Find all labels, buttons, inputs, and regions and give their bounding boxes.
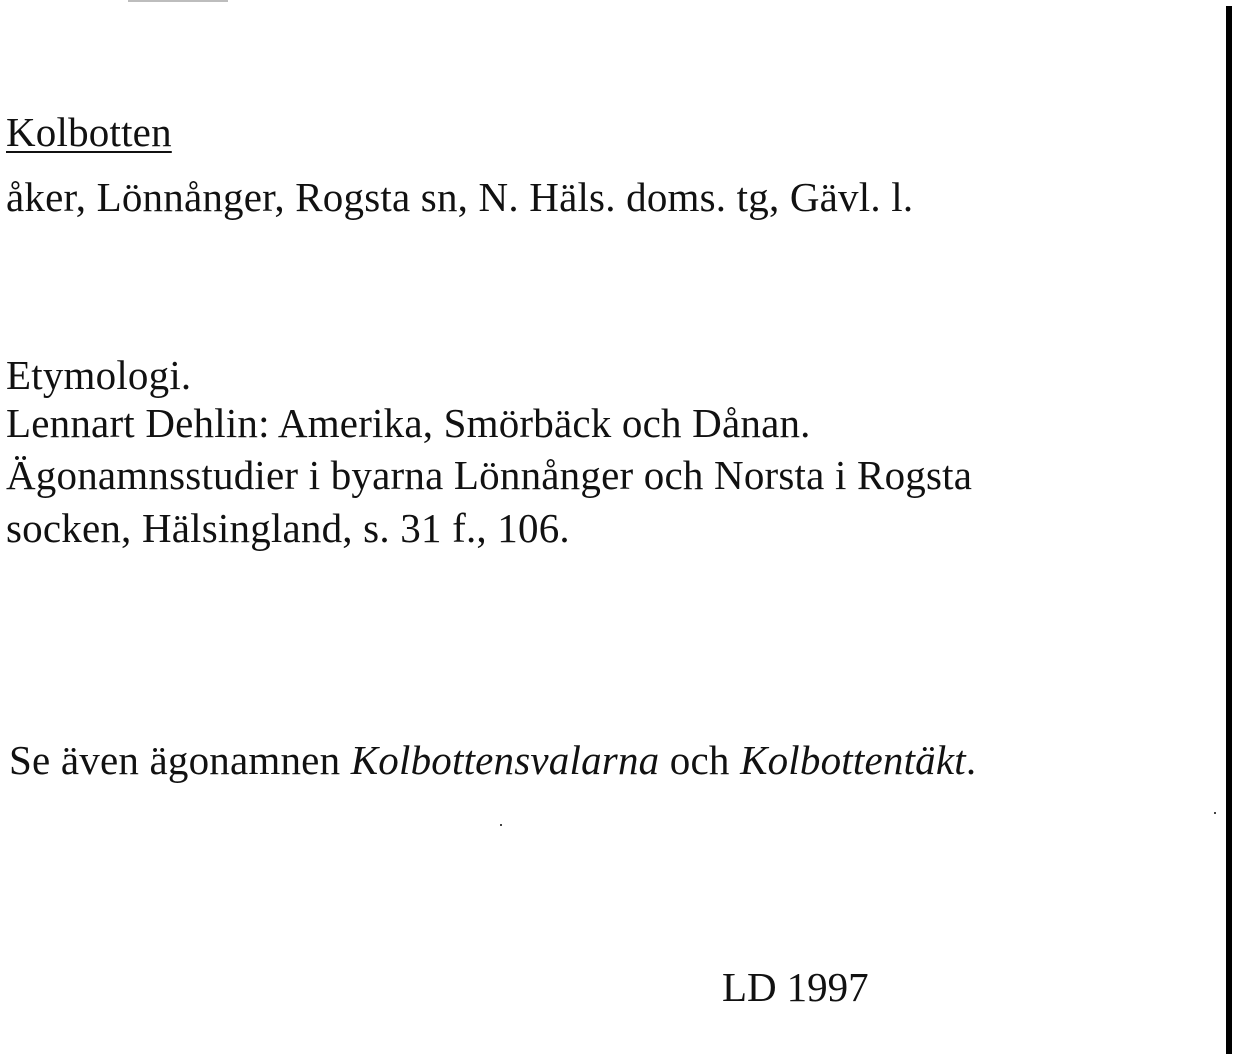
signature-year: 1997 xyxy=(786,964,869,1010)
scan-speck xyxy=(1214,812,1216,814)
see-also-name: Kolbottensvalarna xyxy=(350,737,660,783)
card-edge-border xyxy=(1226,6,1232,1054)
see-also-note xyxy=(9,737,977,783)
scan-smudge xyxy=(128,0,228,2)
location-description: åker, Lönnånger, Rogsta sn, N. Häls. doms. tg, Gävl. l. xyxy=(6,174,914,220)
see-also-name: Kolbottentäkt xyxy=(740,737,966,783)
signature xyxy=(722,964,869,1010)
etymology-heading: Etymologi. xyxy=(6,352,192,398)
signature-initials: LD xyxy=(722,964,777,1010)
see-also-suffix: . xyxy=(965,737,977,783)
headword: Kolbotten xyxy=(6,109,172,155)
etymology-reference-line: Ägonamnsstudier i byarna Lönnånger och Norsta i Rogsta xyxy=(6,452,973,498)
scan-speck xyxy=(500,824,502,826)
see-also-connector: och xyxy=(659,737,741,783)
see-also-prefix: Se även ägonamnen xyxy=(9,737,351,783)
etymology-reference-line: Lennart Dehlin: Amerika, Smörbäck och Dånan. xyxy=(6,400,811,446)
etymology-reference-line: socken, Hälsingland, s. 31 f., 106. xyxy=(6,505,570,551)
